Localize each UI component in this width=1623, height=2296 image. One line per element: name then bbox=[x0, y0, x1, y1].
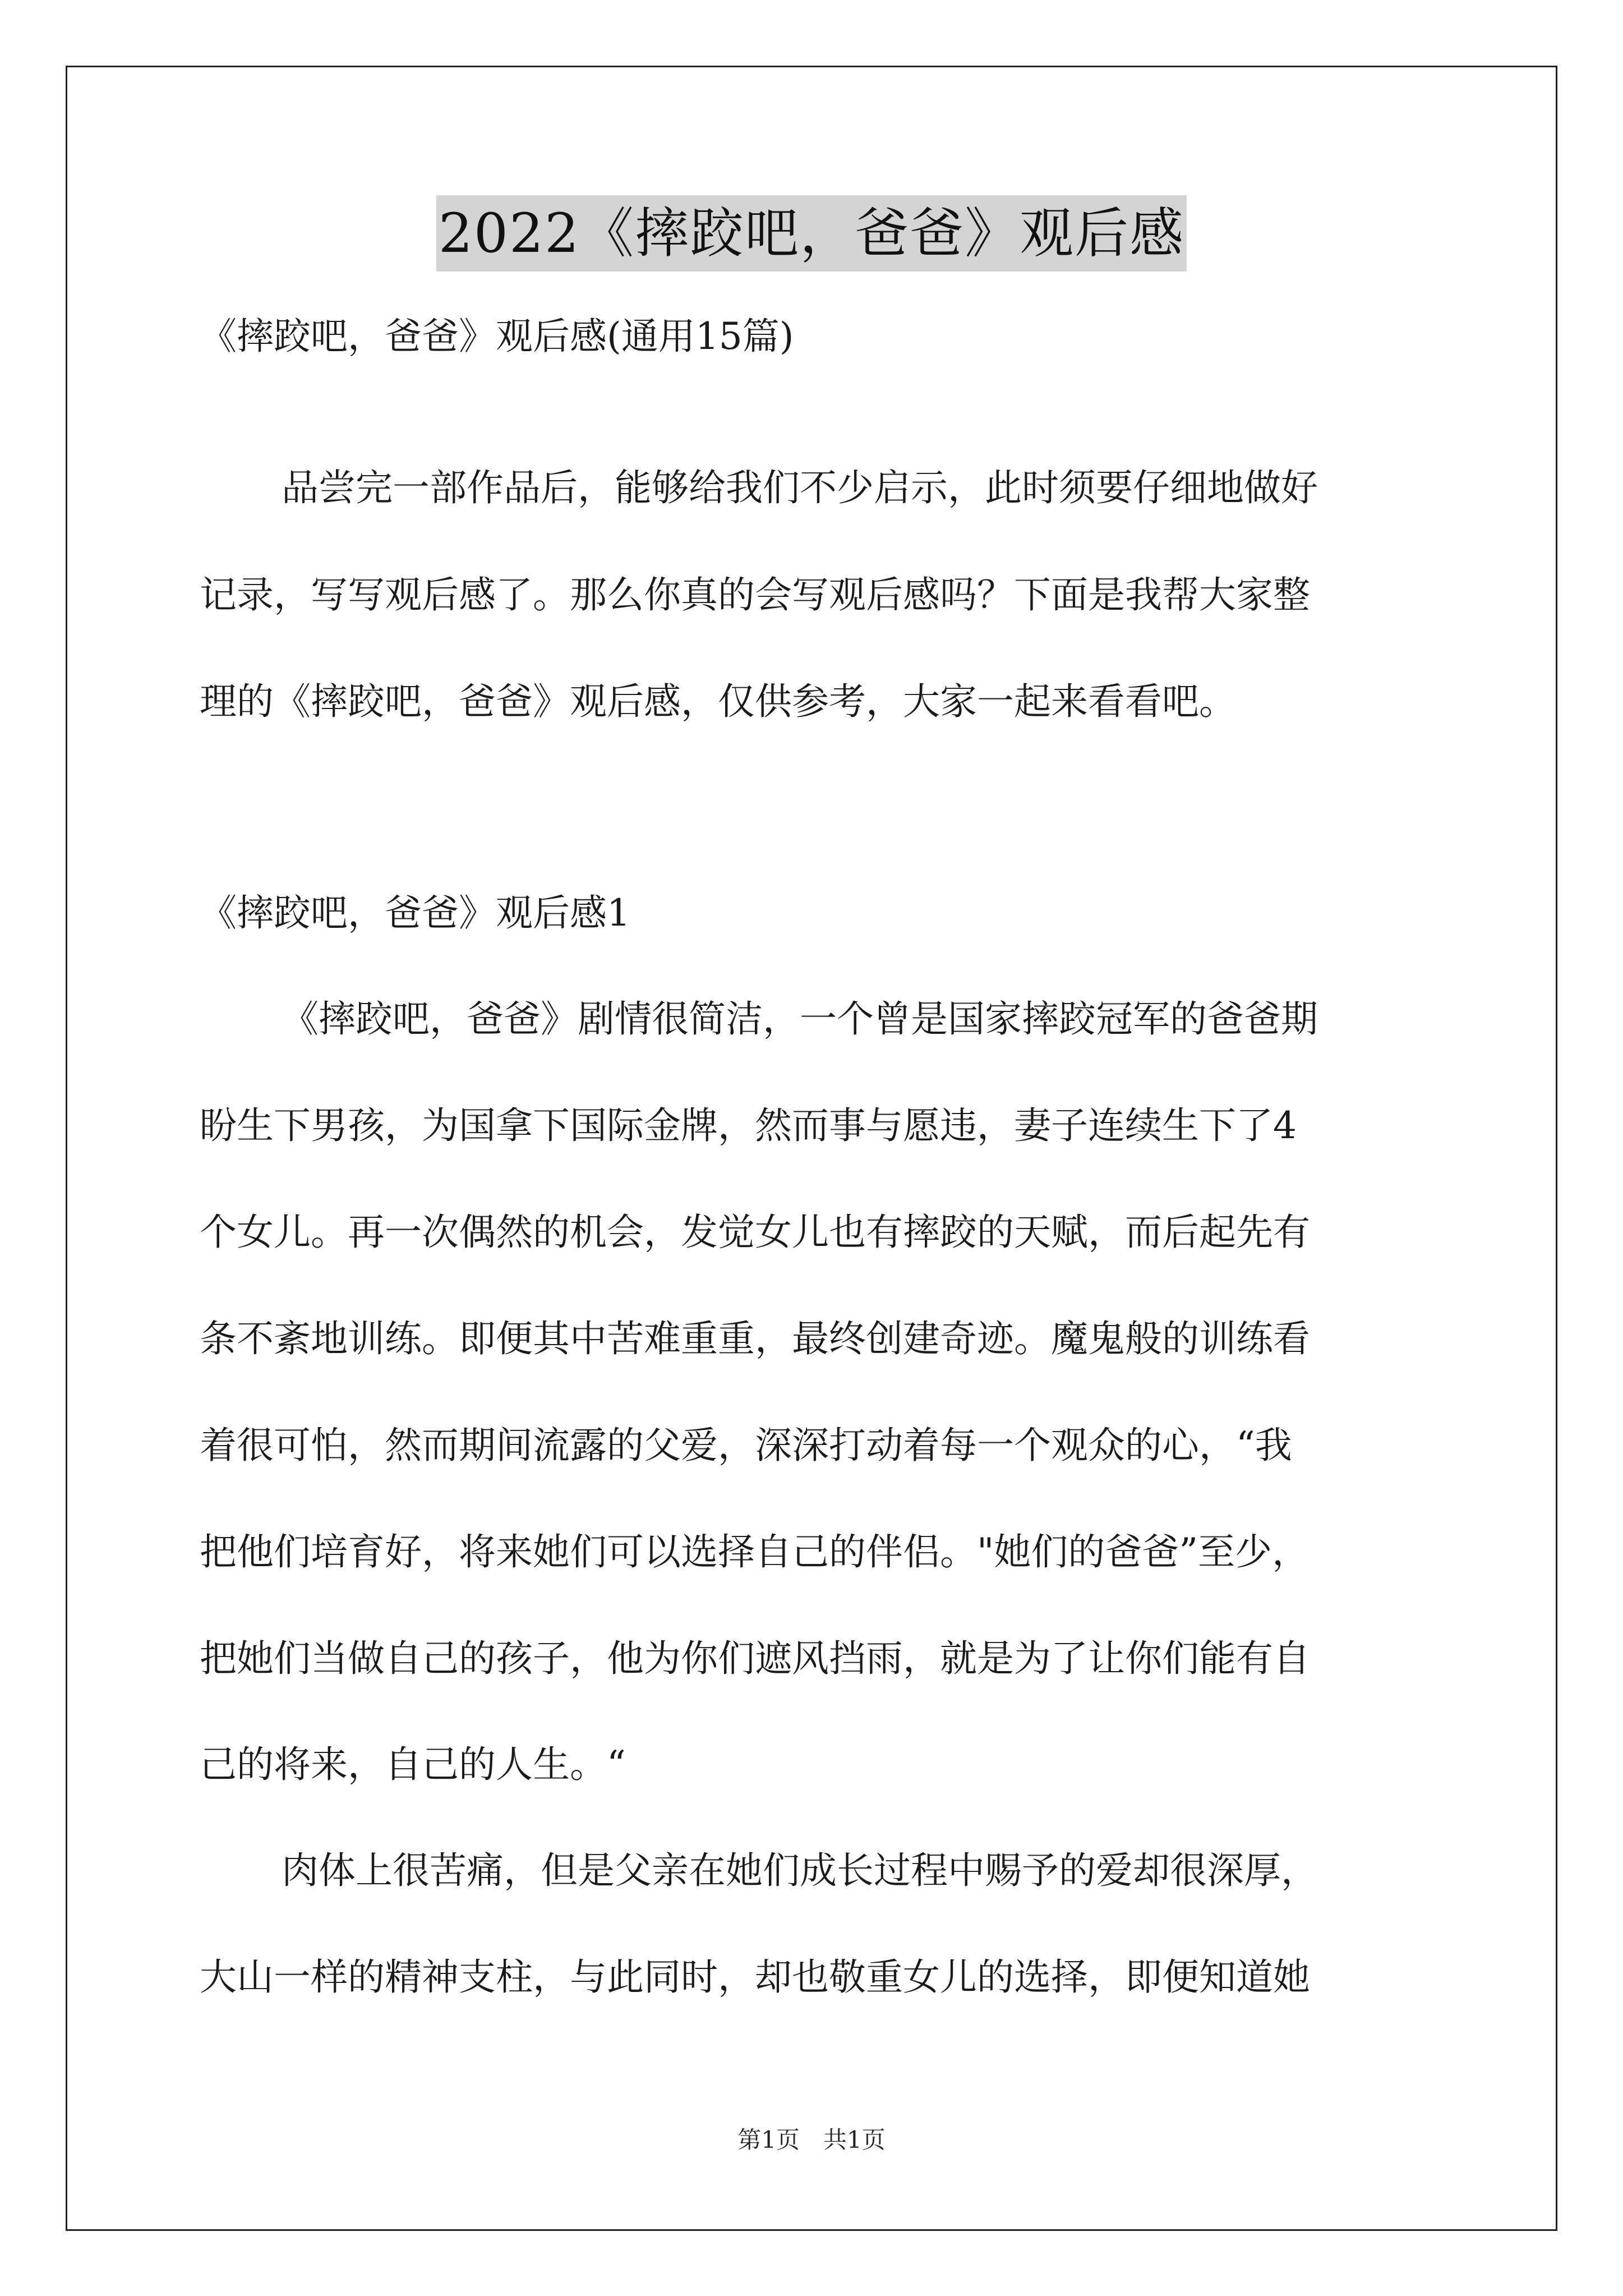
page-number: 第1页 共1页 bbox=[737, 2126, 886, 2154]
paragraph1-line-4: 条不紊地训练。即便其中苦难重重，最终创建奇迹。魔鬼般的训练看 bbox=[200, 1317, 1310, 1360]
intro-line-1: 品尝完一部作品后，能够给我们不少启示，此时须要仔细地做好 bbox=[282, 466, 1318, 509]
paragraph1-line-6: 把他们培育好，将来她们可以选择自己的伴侣。"她们的爸爸”至少， bbox=[200, 1530, 1310, 1573]
paragraph1-line-3: 个女儿。再一次偶然的机会，发觉女儿也有摔跤的天赋，而后起先有 bbox=[200, 1211, 1310, 1254]
paragraph1-line-7: 把她们当做自己的孩子，他为你们遮风挡雨，就是为了让你们能有自 bbox=[200, 1637, 1310, 1680]
intro-line-2: 记录，写写观后感了。那么你真的会写观后感吗？下面是我帮大家整 bbox=[200, 573, 1310, 616]
title-container bbox=[0, 195, 1623, 272]
paragraph1-line-5: 着很可怕，然而期间流露的父爱，深深打动着每一个观众的心，“我 bbox=[200, 1424, 1292, 1467]
paragraph1-line-1: 《摔跤吧，爸爸》剧情很简洁，一个曾是国家摔跤冠军的爸爸期 bbox=[282, 997, 1318, 1041]
paragraph1-line-8: 己的将来，自己的人生。“ bbox=[200, 1743, 626, 1786]
section-heading: 《摔跤吧，爸爸》观后感1 bbox=[200, 891, 630, 935]
paragraph2-line-1: 肉体上很苦痛，但是父亲在她们成长过程中赐予的爱却很深厚， bbox=[282, 1849, 1318, 1892]
paragraph1-line-2: 盼生下男孩，为国拿下国际金牌，然而事与愿违，妻子连续生下了4 bbox=[200, 1104, 1297, 1147]
page-border bbox=[66, 66, 1557, 2231]
paragraph2-line-2: 大山一样的精神支柱，与此同时，却也敬重女儿的选择，即便知道她 bbox=[200, 1955, 1310, 1999]
document-subtitle: 《摔跤吧，爸爸》观后感(通用15篇) bbox=[200, 315, 794, 358]
document-title: 2022《摔跤吧，爸爸》观后感 bbox=[436, 195, 1187, 272]
intro-line-3: 理的《摔跤吧，爸爸》观后感，仅供参考，大家一起来看看吧。 bbox=[200, 680, 1236, 723]
